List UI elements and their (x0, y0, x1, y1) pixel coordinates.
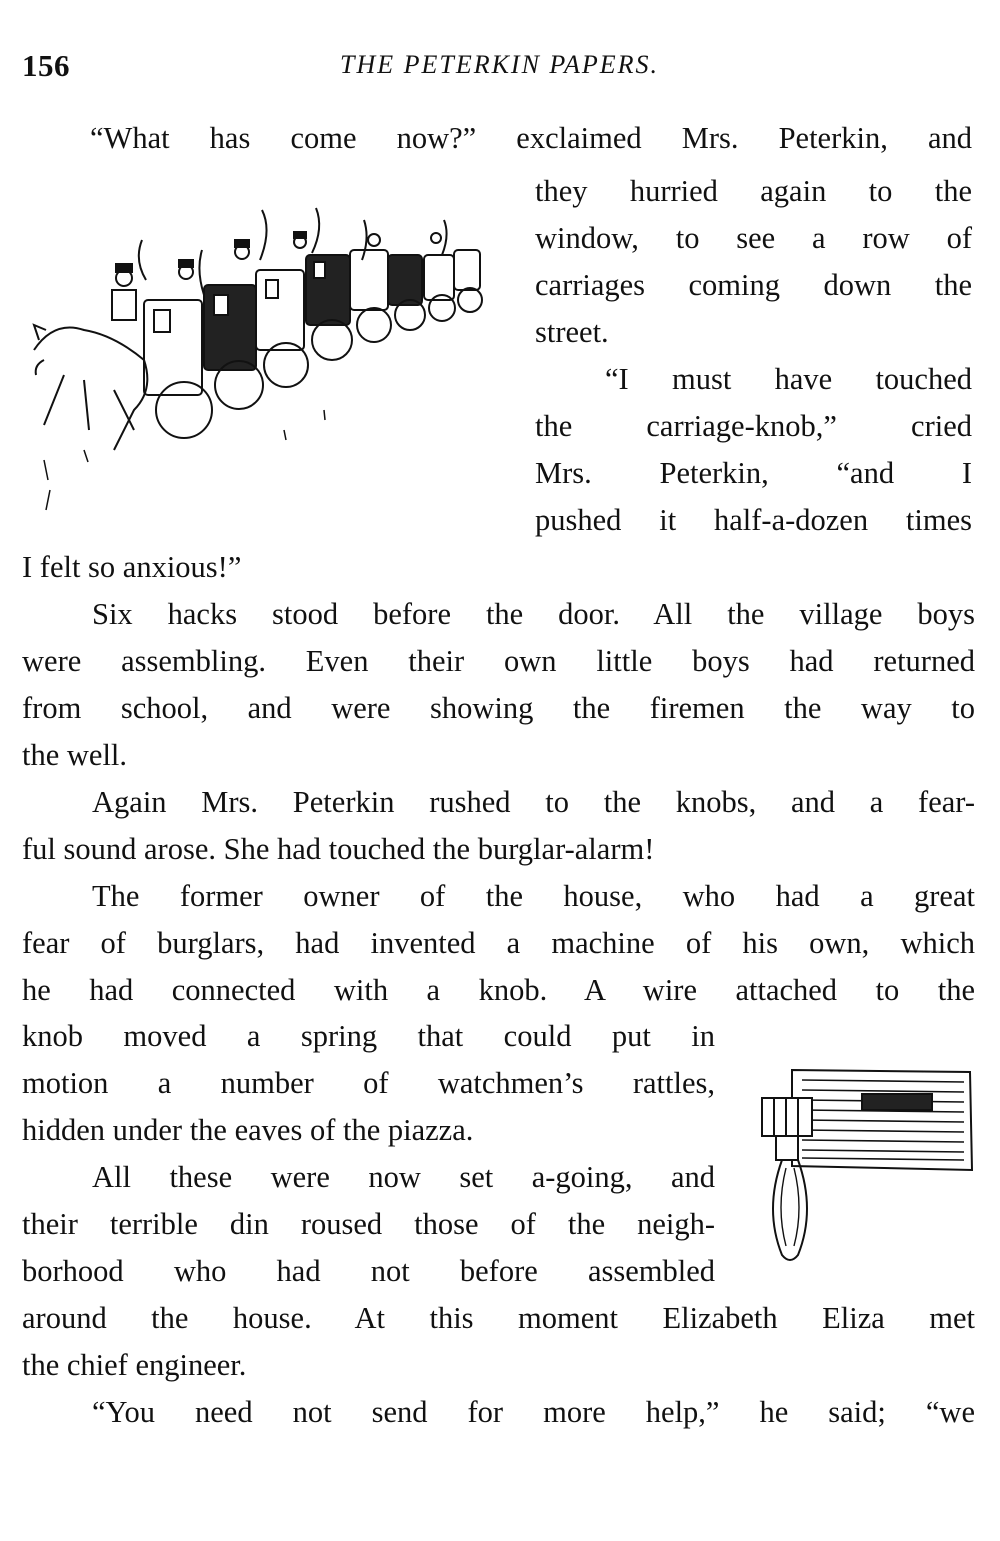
running-title: THE PETERKIN PAPERS. (339, 50, 659, 79)
paragraph-hacks-and-alarm (22, 544, 975, 1014)
text-line: motion a number of watchmen’s rattles, (22, 1066, 715, 1100)
text-line: the chief engineer. (22, 1348, 247, 1382)
page-header (22, 48, 977, 88)
text-line: knob moved a spring that could put in (22, 1019, 715, 1053)
text-line: hidden under the eaves of the piazza. (22, 1113, 474, 1147)
text-line: from school, and were showing the firemen the way to (22, 691, 975, 725)
rattle-illustration (752, 1058, 977, 1268)
text-line: he had connected with a knob. A wire attached to the (22, 973, 975, 1007)
page-number: 156 (22, 48, 70, 83)
text-line: The former owner of the house, who had a great (92, 879, 975, 913)
text-line: All these were now set a-going, and (92, 1160, 715, 1194)
text-line: the well. (22, 738, 128, 772)
text-line: ful sound arose. She had touched the burglar-alarm! (22, 832, 655, 866)
text-line: Mrs. Peterkin, “and I (535, 456, 972, 490)
text-line: pushed it half-a-dozen times (535, 503, 972, 537)
text-line: “What has come now?” exclaimed Mrs. Peterkin, and (90, 121, 972, 155)
text-line: “You need not send for more help,” he said; “we (92, 1395, 975, 1429)
text-line: Six hacks stood before the door. All the village boys (92, 597, 975, 631)
text-line: their terrible din roused those of the neigh- (22, 1207, 715, 1241)
paragraph-carriages (535, 168, 972, 544)
text-line: were assembling. Even their own little boys had returned (22, 644, 975, 678)
text-line: window, to see a row of (535, 221, 972, 255)
text-line: fear of burglars, had invented a machine of his own, which (22, 926, 975, 960)
carriages-illustration (24, 200, 494, 520)
text-line: Again Mrs. Peterkin rushed to the knobs, and a fear- (92, 785, 975, 819)
text-line: street. (535, 315, 609, 349)
text-line: around the house. At this moment Elizabeth Eliza met (22, 1301, 975, 1335)
paragraph-chief-engineer (22, 1295, 975, 1436)
text-line: “I must have touched (605, 362, 972, 396)
paragraph-opening (90, 121, 972, 168)
text-line: carriages coming down the (535, 268, 972, 302)
row-of-carriages-illustration (24, 200, 494, 520)
text-line: the carriage-knob,” cried (535, 409, 972, 443)
text-line: I felt so anxious!” (22, 550, 242, 584)
text-line: borhood who had not before assembled (22, 1254, 715, 1288)
text-line: they hurried again to the (535, 174, 972, 208)
paragraph-rattles (22, 1013, 715, 1295)
watchmans-rattle-illustration (752, 1058, 977, 1268)
